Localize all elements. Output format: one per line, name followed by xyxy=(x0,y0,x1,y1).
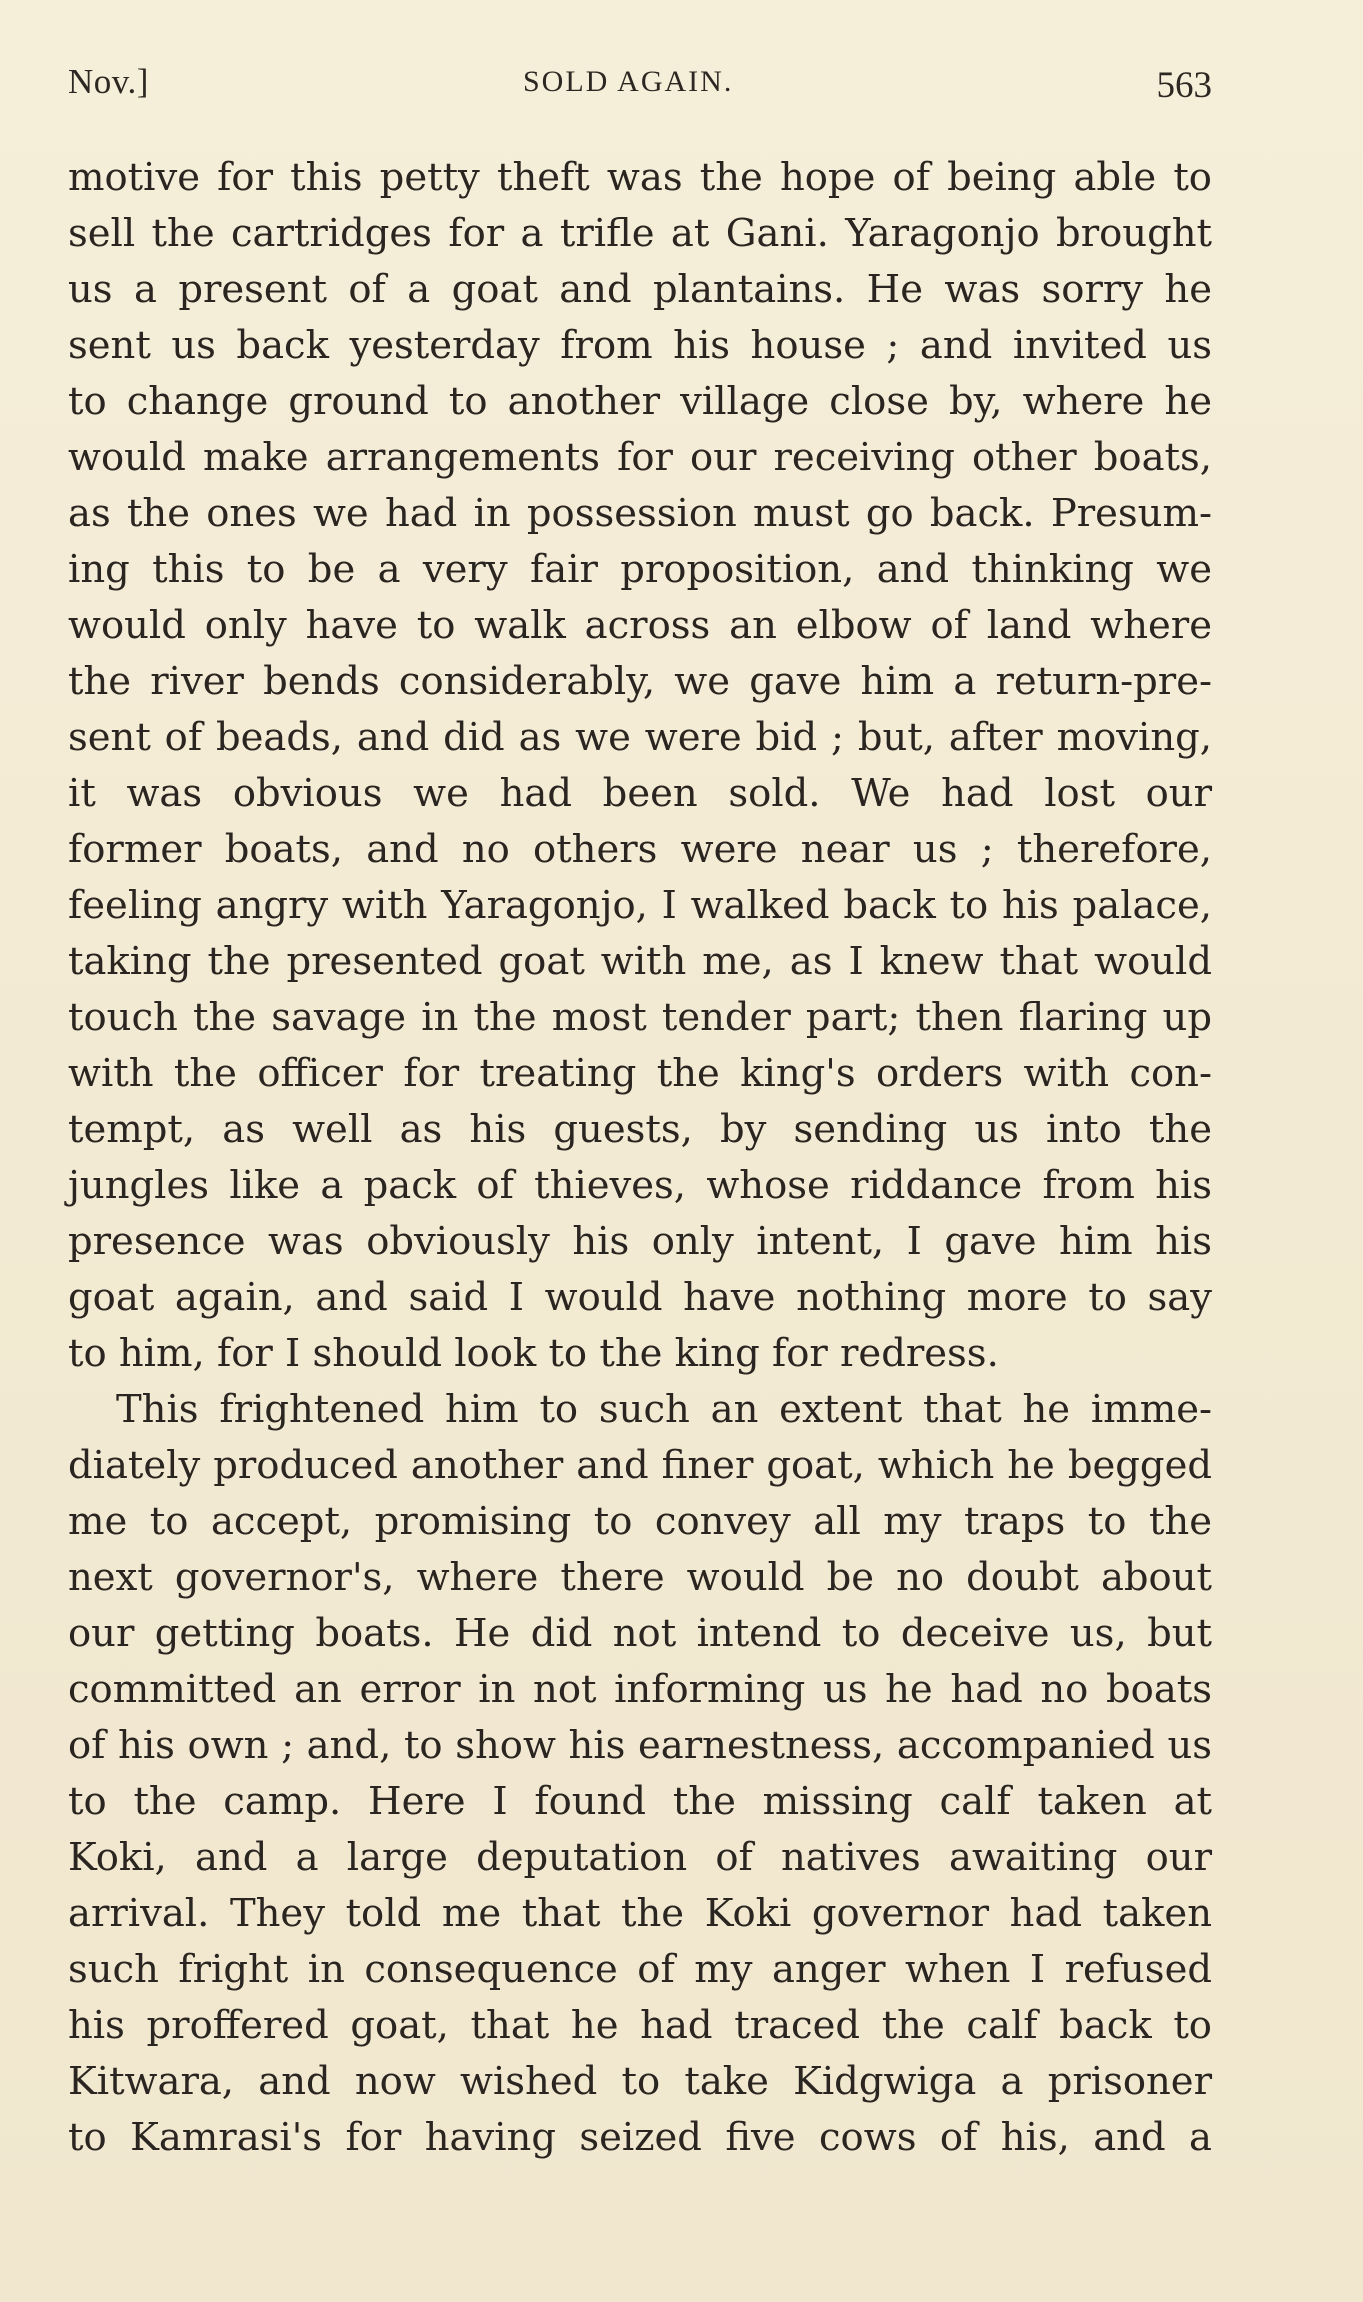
text-line: former boats, and no others were near us ; therefore, xyxy=(68,827,1212,872)
running-head-title: SOLD AGAIN. xyxy=(523,65,734,98)
text-line: motive for this petty theft was the hope of being able to xyxy=(68,155,1212,200)
text-line: taking the presented goat with me, as I knew that would xyxy=(68,939,1212,984)
text-line: committed an error in not informing us he had no boats xyxy=(68,1667,1212,1712)
text-line: Kitwara, and now wished to take Kidgwiga a prisoner xyxy=(68,2059,1212,2104)
text-line: tempt, as well as his guests, by sending us into the xyxy=(68,1107,1212,1152)
text-line: jungles like a pack of thieves, whose riddance from his xyxy=(68,1163,1212,1208)
text-line: the river bends considerably, we gave him a return-pre- xyxy=(68,659,1212,704)
text-line: of his own ; and, to show his earnestness, accompanied us xyxy=(68,1723,1212,1768)
text-line: would make arrangements for our receiving other boats, xyxy=(68,435,1212,480)
running-head xyxy=(68,62,1212,112)
text-line: next governor's, where there would be no doubt about xyxy=(68,1555,1212,1600)
page-number: 563 xyxy=(1156,65,1212,106)
text-line: sent of beads, and did as we were bid ; but, after moving, xyxy=(68,715,1212,760)
text-line: touch the savage in the most tender part; then flaring up xyxy=(68,995,1212,1040)
text-line: goat again, and said I would have nothing more to say xyxy=(68,1275,1212,1320)
running-head-date: Nov.] xyxy=(68,62,149,101)
text-line: sent us back yesterday from his house ; and invited us xyxy=(68,323,1212,368)
body-text xyxy=(68,150,1212,2166)
text-line: as the ones we had in possession must go back. Presum- xyxy=(68,491,1212,536)
text-line: sell the cartridges for a trifle at Gani. Yaragonjo brought xyxy=(68,211,1212,256)
text-line: with the officer for treating the king's orders with con- xyxy=(68,1051,1212,1096)
text-line: to change ground to another village close by, where he xyxy=(68,379,1212,424)
text-line: his proffered goat, that he had traced the calf back to xyxy=(68,2003,1212,2048)
text-line: This frightened him to such an extent that he imme- xyxy=(116,1387,1212,1432)
text-line: it was obvious we had been sold. We had lost our xyxy=(68,771,1212,816)
text-line: Koki, and a large deputation of natives awaiting our xyxy=(68,1835,1212,1880)
text-line: me to accept, promising to convey all my traps to the xyxy=(68,1499,1212,1544)
text-line: would only have to walk across an elbow of land where xyxy=(68,603,1212,648)
text-line: arrival. They told me that the Koki governor had taken xyxy=(68,1891,1212,1936)
text-line: such fright in consequence of my anger when I refused xyxy=(68,1947,1212,1992)
text-line: to Kamrasi's for having seized five cows of his, and a xyxy=(68,2115,1212,2160)
text-line: feeling angry with Yaragonjo, I walked back to his palace, xyxy=(68,883,1212,928)
text-line: ing this to be a very fair proposition, and thinking we xyxy=(68,547,1212,592)
text-line: diately produced another and finer goat, which he begged xyxy=(68,1443,1212,1488)
text-line: to the camp. Here I found the missing calf taken at xyxy=(68,1779,1212,1824)
text-line: to him, for I should look to the king for redress. xyxy=(68,1331,999,1376)
text-line: us a present of a goat and plantains. He was sorry he xyxy=(68,267,1212,312)
text-line: our getting boats. He did not intend to deceive us, but xyxy=(68,1611,1212,1656)
text-line: presence was obviously his only intent, I gave him his xyxy=(68,1219,1212,1264)
